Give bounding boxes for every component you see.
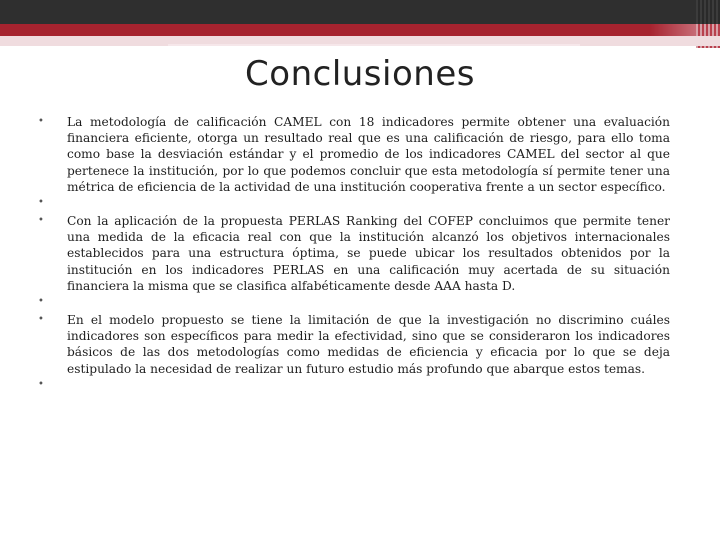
header-band-highlight xyxy=(168,44,580,46)
paragraph-camel: La metodología de calificación CAMEL con 18 indicadores permite obtener una evaluación financiera eficiente, otorga un resultado real que es una calificación de riesgo, para ello toma como base la desviación estándar y el promedio de los indicadores CAMEL del sector al que pertenece la institución, por lo que podemos concluir que esta metodología sí permite tener una métrica de eficiencia de la actividad de una institución cooperativa frente a un sector específico. xyxy=(67,115,670,194)
bullet-item-perlas xyxy=(38,213,670,294)
bullet-marker: • xyxy=(38,197,44,209)
bullet-item-empty xyxy=(38,377,670,395)
paragraph-limitacion: En el modelo propuesto se tiene la limitación de que la investigación no discrimino cuáles indicadores son específicos para medir la efectividad, sino que se consideraron los indicadores básicos de las dos metodologías como medidas de eficiencia y eficacia por lo que se deja estipulado la necesidad de realizar un futuro estudio más profundo que abarque estos temas. xyxy=(67,313,670,376)
bullet-item-limitacion xyxy=(38,312,670,377)
bullet-item-empty xyxy=(38,195,670,213)
bullet-marker: • xyxy=(38,215,44,227)
header-band-dark xyxy=(0,0,720,24)
header-band-dark-texture xyxy=(696,0,720,24)
bullet-item-empty xyxy=(38,294,670,312)
header-band-red xyxy=(0,24,720,36)
bullet-item-camel xyxy=(38,114,670,195)
paragraph-perlas: Con la aplicación de la propuesta PERLAS Ranking del COFEP concluimos que permite tener una medida de la eficacia real con que la institución alcanzó los objetivos internacionales establecidos para una estructura óptima, se puede ubicar los resultados obtenidos por la institución en los indicadores PERLAS en una calificación muy acertada de su situación financiera la misma que se clasifica alfabéticamente desde AAA hasta D. xyxy=(67,214,670,293)
bullet-marker: • xyxy=(38,116,44,127)
bullet-list xyxy=(38,114,670,395)
bullet-marker: • xyxy=(38,296,44,308)
slide-title: Conclusiones xyxy=(245,54,475,94)
bullet-marker: • xyxy=(38,378,44,390)
bullet-marker: • xyxy=(38,314,44,326)
